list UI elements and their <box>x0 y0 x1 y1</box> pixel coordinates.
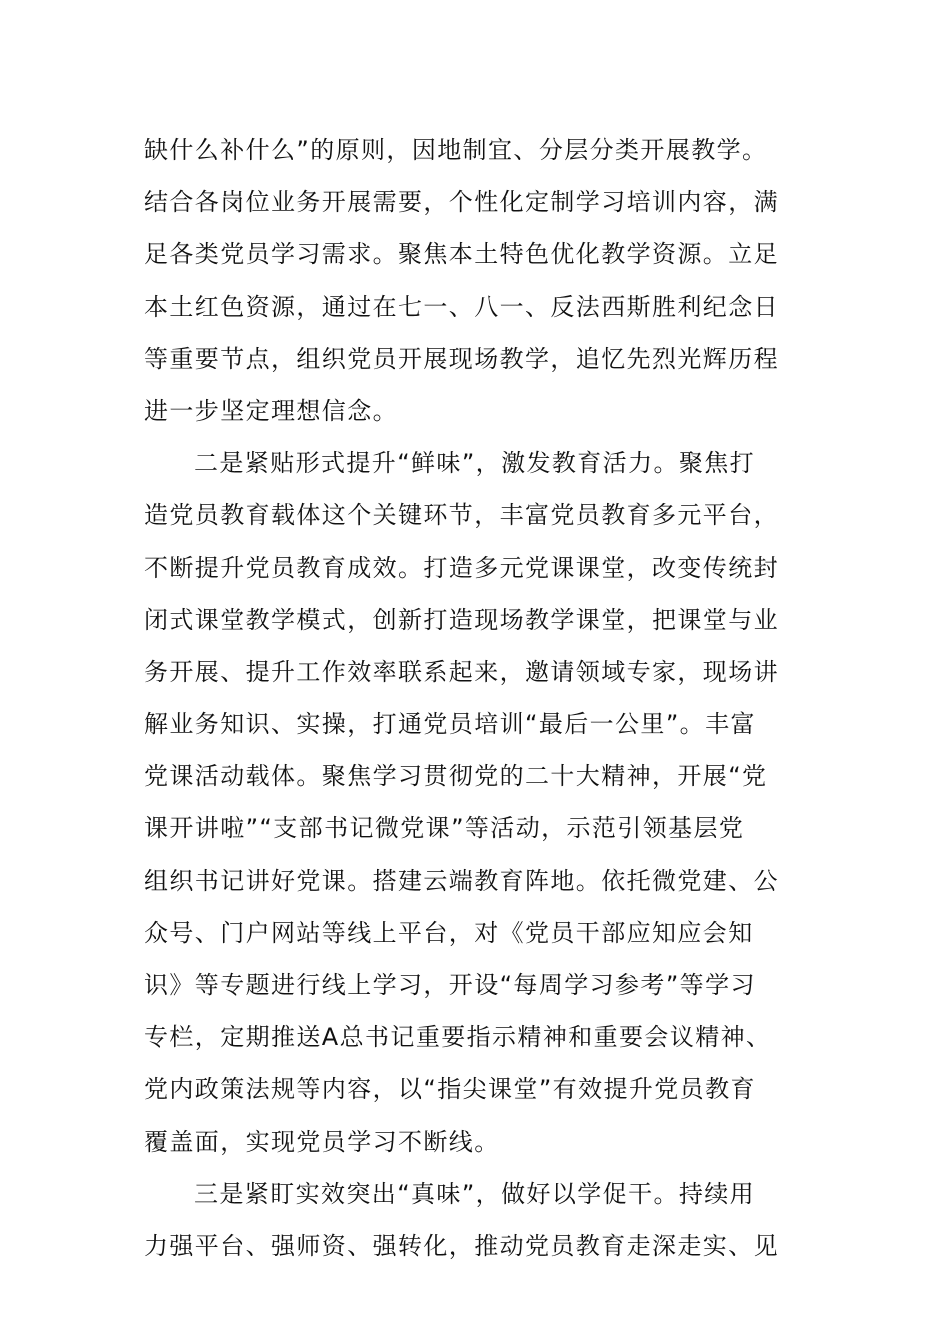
text-line: 覆盖面，实现党员学习不断线。 <box>144 1127 500 1156</box>
text-line: 组织书记讲好党课。搭建云端教育阵地。依托微党建、公 <box>144 866 779 895</box>
text-line: 众号、门户网站等线上平台，对《党员干部应知应会知 <box>144 918 754 947</box>
text-line: 结合各岗位业务开展需要，个性化定制学习培训内容，满 <box>144 188 779 217</box>
text-line: 进一步坚定理想信念。 <box>144 396 398 425</box>
text-line: 课开讲啦”“支部书记微党课”等活动，示范引领基层党 <box>144 814 745 843</box>
text-line: 识》等专题进行线上学习，开设“每周学习参考”等学习 <box>144 971 756 999</box>
paragraph-start-line: 二是紧贴形式提升“鲜味”，激发教育活力。聚焦打 <box>194 449 756 478</box>
text-line: 力强平台、强师资、强转化，推动党员教育走深走实、见 <box>144 1231 779 1260</box>
text-line: 等重要节点，组织党员开展现场教学，追忆先烈光辉历程 <box>144 344 779 373</box>
text-line: 不断提升党员教育成效。打造多元党课课堂，改变传统封 <box>144 553 779 582</box>
text-line: 务开展、提升工作效率联系起来，邀请领域专家，现场讲 <box>144 657 779 686</box>
body-text <box>144 124 808 1272</box>
text-line: 党课活动载体。聚焦学习贯彻党的二十大精神，开展“党 <box>144 762 768 791</box>
paragraph-start-line: 三是紧盯实效突出“真味”，做好以学促干。持续用 <box>194 1179 756 1208</box>
text-line: 足各类党员学习需求。聚焦本土特色优化教学资源。立足 <box>144 240 779 269</box>
text-line: 闭式课堂教学模式，创新打造现场教学课堂，把课堂与业 <box>144 605 779 634</box>
text-line: 缺什么补什么”的原则，因地制宜、分层分类开展教学。 <box>144 136 768 164</box>
text-line: 党内政策法规等内容，以“指尖课堂”有效提升党员教育 <box>144 1075 756 1104</box>
text-line: 本土红色资源，通过在七一、八一、反法西斯胜利纪念日 <box>144 292 779 321</box>
text-line: 专栏，定期推送A总书记重要指示精神和重要会议精神、 <box>144 1023 772 1052</box>
text-line: 造党员教育载体这个关键环节，丰富党员教育多元平台， <box>144 501 779 530</box>
text-line: 解业务知识、实操，打通党员培训“最后一公里”。丰富 <box>144 710 756 739</box>
